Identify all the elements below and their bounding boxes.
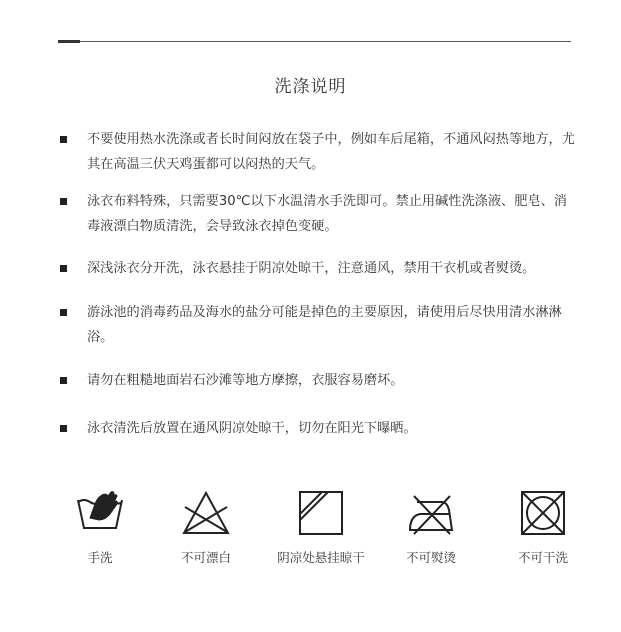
no-bleach-icon <box>181 488 231 538</box>
care-label-hand-wash: 手洗 <box>87 550 113 565</box>
bullet-icon <box>60 377 67 384</box>
care-label-no-dry-clean: 不可干洗 <box>517 550 568 565</box>
line-dry-shade-icon <box>296 488 346 538</box>
bullet-icon <box>60 198 67 205</box>
list-item-text: 不要使用热水洗涤或者长时间闷放在袋子中，例如车后尾箱，不通风闷热等地方，尤其在高温三伏天鸡蛋都可以闷热的天气。 <box>87 132 575 172</box>
header-divider <box>58 41 571 42</box>
care-label-line-dry-shade: 阴凉处悬挂晾干 <box>277 550 365 565</box>
list-item-text: 泳衣清洗后放置在通风阴凉处晾干，切勿在阳光下曝晒。 <box>87 421 417 436</box>
list-item-text: 游泳池的消毒药品及海水的盐分可能是掉色的主要原因，请使用后尽快用清水淋淋浴。 <box>87 305 562 345</box>
header-divider-accent <box>58 40 80 43</box>
hand-wash-icon <box>75 488 125 538</box>
bullet-icon <box>60 136 67 143</box>
bullet-icon <box>60 309 67 316</box>
bullet-icon <box>60 425 67 432</box>
list-item-text: 请勿在粗糙地面岩石沙滩等地方摩擦，衣服容易磨坏。 <box>87 373 404 388</box>
list-item-text: 深浅泳衣分开洗，泳衣悬挂于阴凉处晾干，注意通风，禁用干衣机或者熨烫。 <box>87 261 536 276</box>
care-label-no-bleach: 不可漂白 <box>180 550 231 565</box>
care-label-no-iron: 不可熨烫 <box>405 550 456 565</box>
page-title: 洗涤说明 <box>274 77 347 97</box>
no-iron-icon <box>406 488 456 538</box>
list-item-text: 泳衣布料特殊，只需要30℃以下水温清水手洗即可。禁止用碱性洗涤液、肥皂、消毒液漂白物质清洗，会导致泳衣掉色变硬。 <box>87 194 567 234</box>
no-tumble-dry-icon <box>518 488 568 538</box>
bullet-icon <box>60 265 67 272</box>
